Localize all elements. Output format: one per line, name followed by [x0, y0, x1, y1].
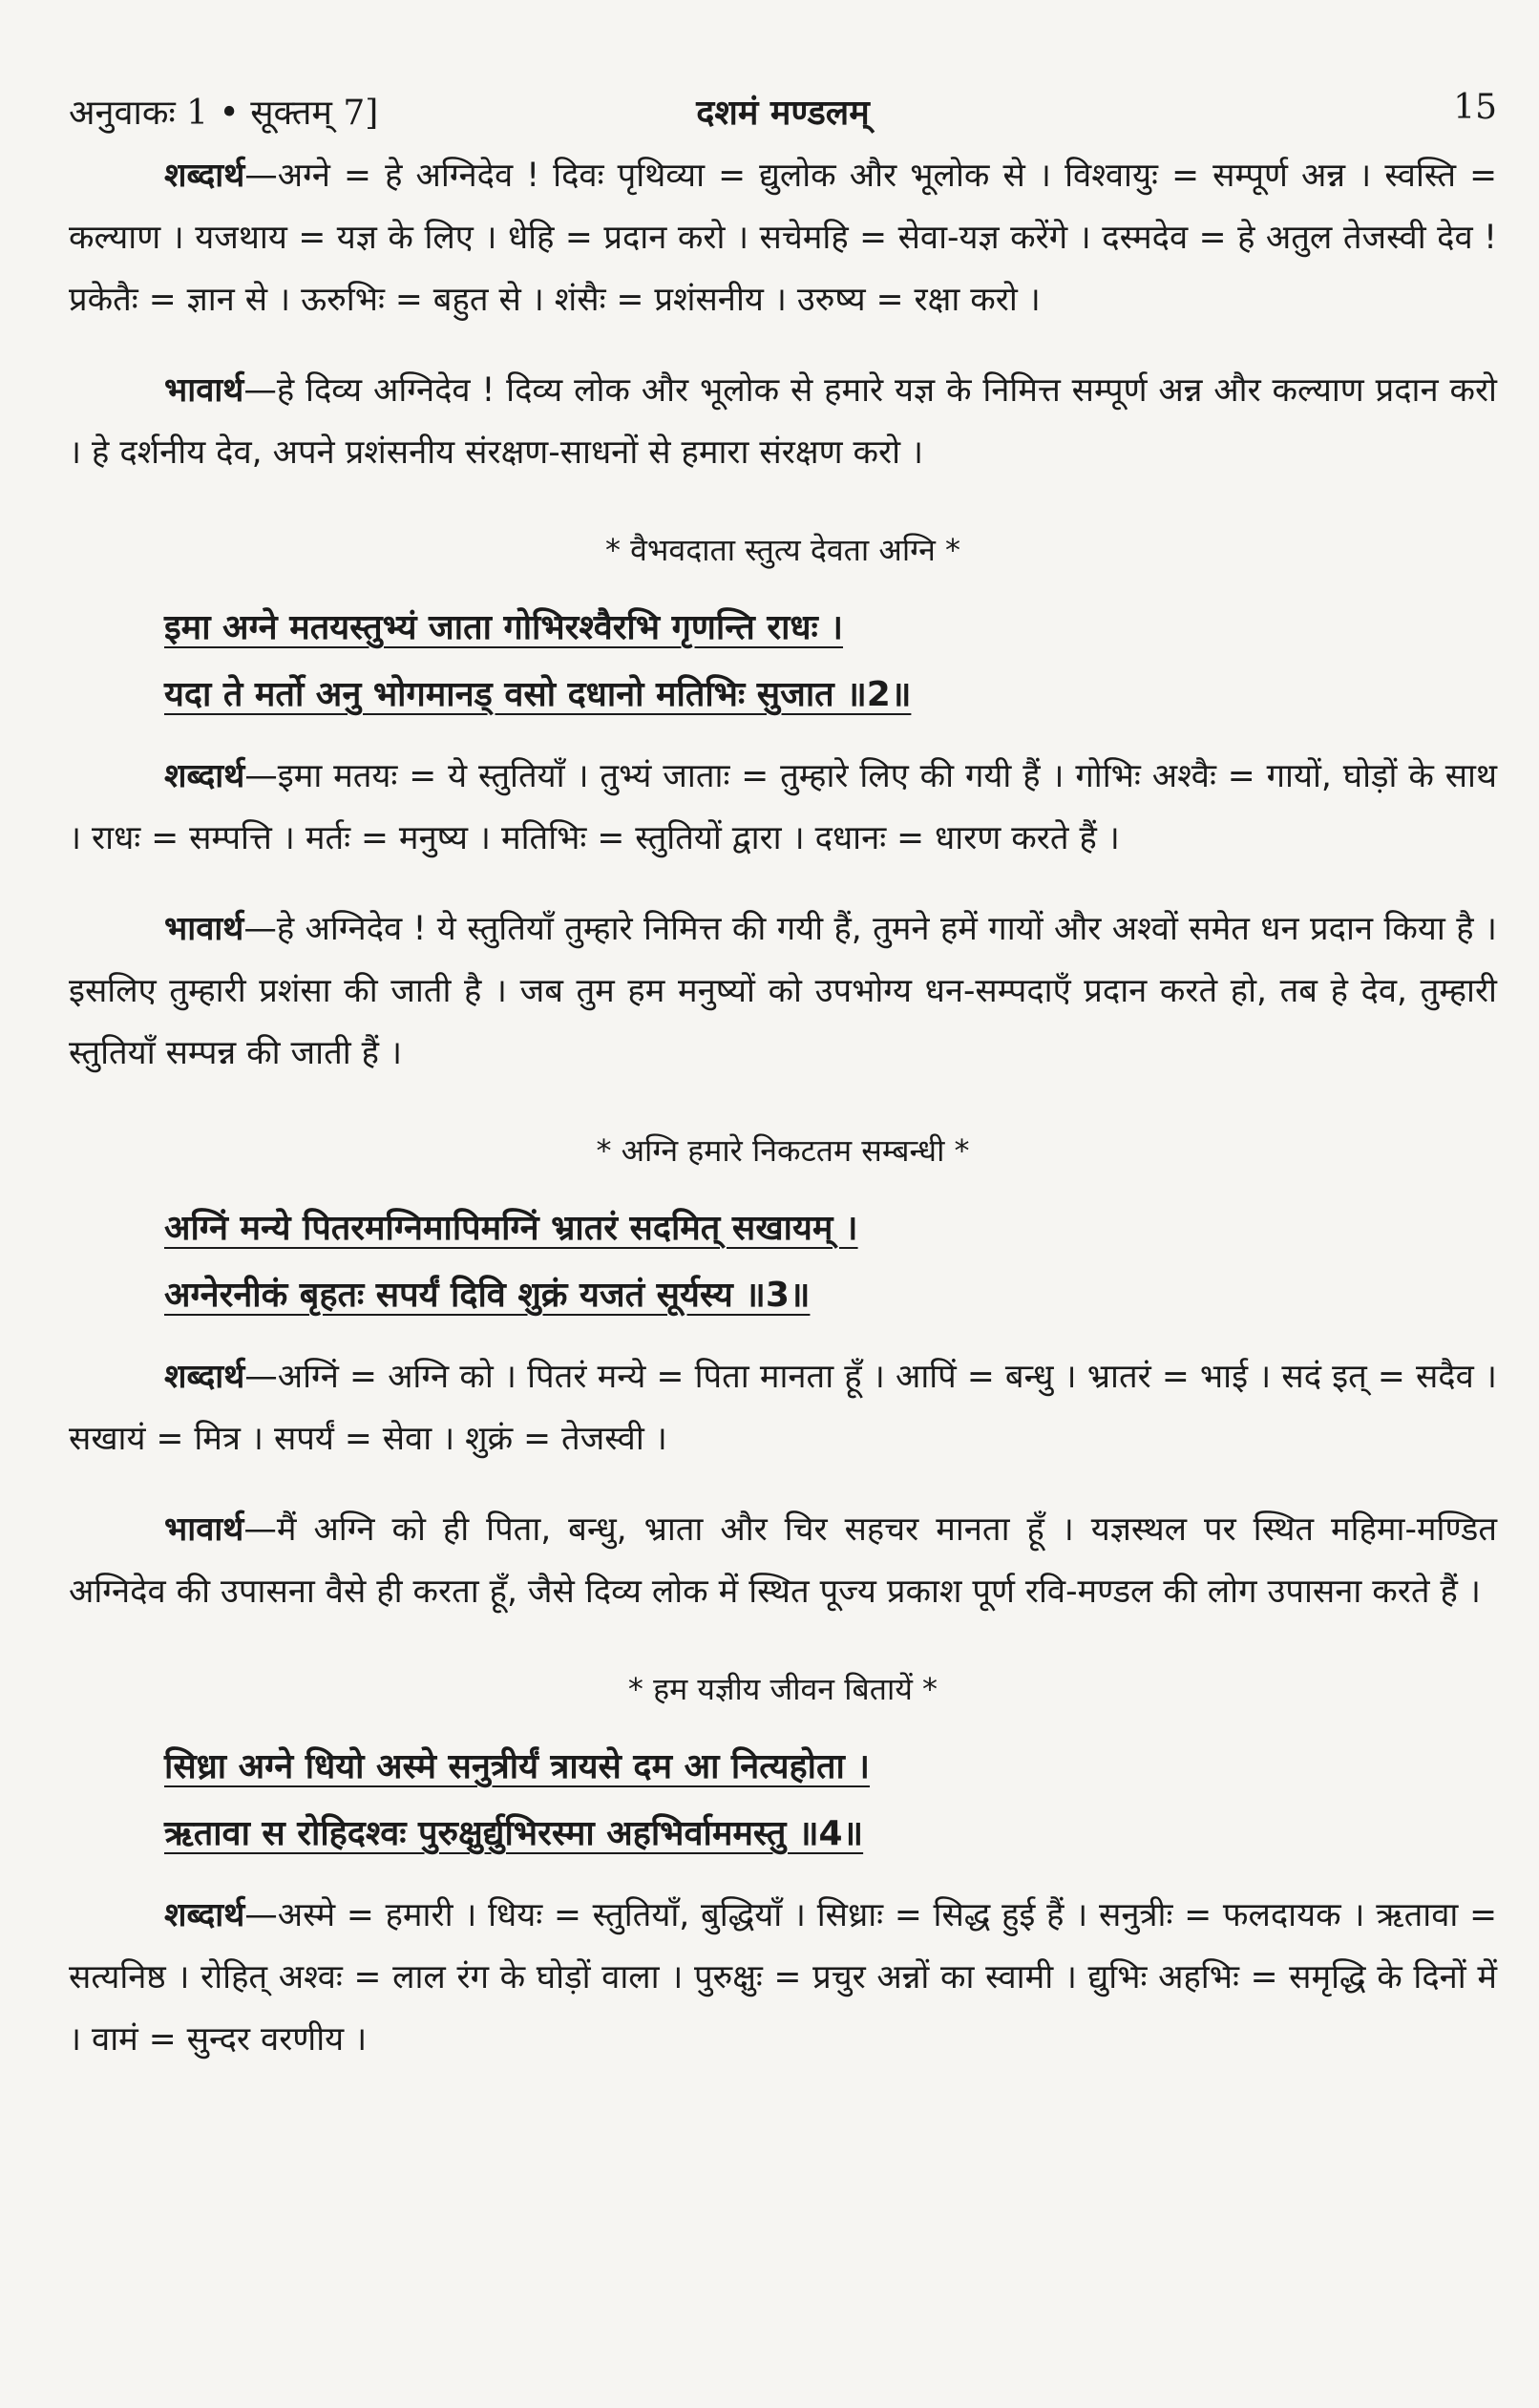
- paragraph-text: —अस्मे = हमारी । धियः = स्तुतियाँ, बुद्धियाँ । सिध्राः = सिद्ध हुई हैं । सनुत्रीः = फलदायक । ऋतावा = सत्यनिष्ठ । रोहित् अश्वः = लाल रंग के घोड़ों वाला । पुरुक्षुः = प्रचुर अन्नों का स्वामी । द्युभिः अहभिः = समृद्धि के दिनों में । वामं = सुन्दर वरणीय ।: [69, 1896, 1497, 2059]
- section-heading: * वैभवदाता स्तुत्य देवता अग्नि *: [604, 532, 961, 568]
- gist-paragraph: [69, 898, 1497, 1085]
- paragraph-text: —हे दिव्य अग्निदेव ! दिव्य लोक और भूलोक से हमारे यज्ञ के निमित्त सम्पूर्ण अन्न और कल्याण प्रदान करो । हे दर्शनीय देव, अपने प्रशंसनीय संरक्षण-साधनों से हमारा संरक्षण करो ।: [69, 371, 1497, 472]
- verse-block: [69, 1734, 1497, 1868]
- page-number: 15: [1453, 88, 1497, 127]
- header-section-ref: अनुवाकः 1 • सूक्तम् 7]: [69, 94, 379, 133]
- verse-block: [69, 1195, 1497, 1329]
- word-meaning-paragraph: [69, 1885, 1497, 2071]
- paragraph-label: भावार्थ: [164, 910, 244, 948]
- paragraph-text: —हे अग्निदेव ! ये स्तुतियाँ तुम्हारे निमित्त की गयी हैं, तुमने हमें गायों और अश्वों समेत धन प्रदान किया है । इसलिए तुम्हारी प्रशंसा की जाती है । जब तुम हम मनुष्यों को उपभोग्य धन-सम्पदाएँ प्रदान करते हो, तब हे देव, तुम्हारी स्तुतियाँ सम्पन्न की जाती हैं ।: [69, 910, 1497, 1072]
- gist-paragraph: [69, 1499, 1497, 1623]
- verse-block: [69, 595, 1497, 729]
- header-title: दशमं मण्डलम्: [696, 94, 870, 133]
- paragraph-label: शब्दार्थ: [164, 1896, 245, 1934]
- word-meaning-paragraph: [69, 145, 1497, 331]
- paragraph-label: भावार्थ: [164, 371, 244, 410]
- paragraph-text: —अग्ने = हे अग्निदेव ! दिवः पृथिव्या = द्युलोक और भूलोक से । विश्वायुः = सम्पूर्ण अन्न । स्वस्ति = कल्याण । यजथाय = यज्ञ के लिए । धेहि = प्रदान करो । सचेमहि = सेवा-यज्ञ करेंगे । दस्मदेव = हे अतुल तेजस्वी देव ! प्रकेतैः = ज्ञान से । ऊरुभिः = बहुत से । शंसैः = प्रशंसनीय । उरुष्य = रक्षा करो ।: [69, 157, 1497, 319]
- verse-line: सिध्रा अग्ने धियो अस्मे सनुत्रीर्यं त्रायसे दम आ नित्यहोता ।: [164, 1747, 871, 1786]
- verse-line: अग्निं मन्ये पितरमग्निमापिमग्निं भ्रातरं सदमित् सखायम् ।: [164, 1209, 858, 1248]
- paragraph-label: भावार्थ: [164, 1510, 244, 1549]
- section-heading: * हम यज्ञीय जीवन बितायें *: [627, 1671, 938, 1707]
- verse-line: अग्नेरनीकं बृहतः सपर्यं दिवि शुक्रं यजतं सूर्यस्य ॥3॥: [164, 1276, 811, 1315]
- paragraph-label: शब्दार्थ: [164, 757, 245, 795]
- paragraph-text: —अग्निं = अग्नि को । पितरं मन्ये = पिता मानता हूँ । आपिं = बन्धु । भ्रातरं = भाई । सदं इत् = सदैव । सखायं = मित्र । सपर्यं = सेवा । शुक्रं = तेजस्वी ।: [69, 1358, 1497, 1458]
- paragraph-label: शब्दार्थ: [164, 1358, 245, 1396]
- running-head: [69, 88, 1497, 145]
- word-meaning-paragraph: [69, 1346, 1497, 1470]
- verse-line: इमा अग्ने मतयस्तुभ्यं जाता गोभिरश्वैरभि गृणन्ति राधः ।: [164, 608, 844, 647]
- verse-line: ऋतावा स रोहिदश्वः पुरुक्षुर्द्युभिरस्मा अहभिर्वाममस्तु ॥4॥: [164, 1814, 864, 1853]
- gist-paragraph: [69, 360, 1497, 484]
- paragraph-text: —इमा मतयः = ये स्तुतियाँ । तुभ्यं जाताः = तुम्हारे लिए की गयी हैं । गोभिः अश्वैः = गायों, घोड़ों के साथ । राधः = सम्पत्ति । मर्तः = मनुष्य । मतिभिः = स्तुतियों द्वारा । दधानः = धारण करते हैं ।: [69, 757, 1497, 857]
- section-heading: * अग्नि हमारे निकटतम सम्बन्धी *: [596, 1132, 970, 1169]
- verse-line: यदा ते मर्तो अनु भोगमानड् वसो दधानो मतिभिः सुजात ॥2॥: [164, 675, 912, 714]
- paragraph-label: शब्दार्थ: [164, 157, 245, 195]
- paragraph-text: —मैं अग्नि को ही पिता, बन्धु, भ्राता और चिर सहचर मानता हूँ । यज्ञस्थल पर स्थित महिमा-मण्डित अग्निदेव की उपासना वैसे ही करता हूँ, जैसे दिव्य लोक में स्थित पूज्य प्रकाश पूर्ण रवि-मण्डल की लोग उपासना करते हैं ।: [69, 1510, 1497, 1611]
- word-meaning-paragraph: [69, 746, 1497, 870]
